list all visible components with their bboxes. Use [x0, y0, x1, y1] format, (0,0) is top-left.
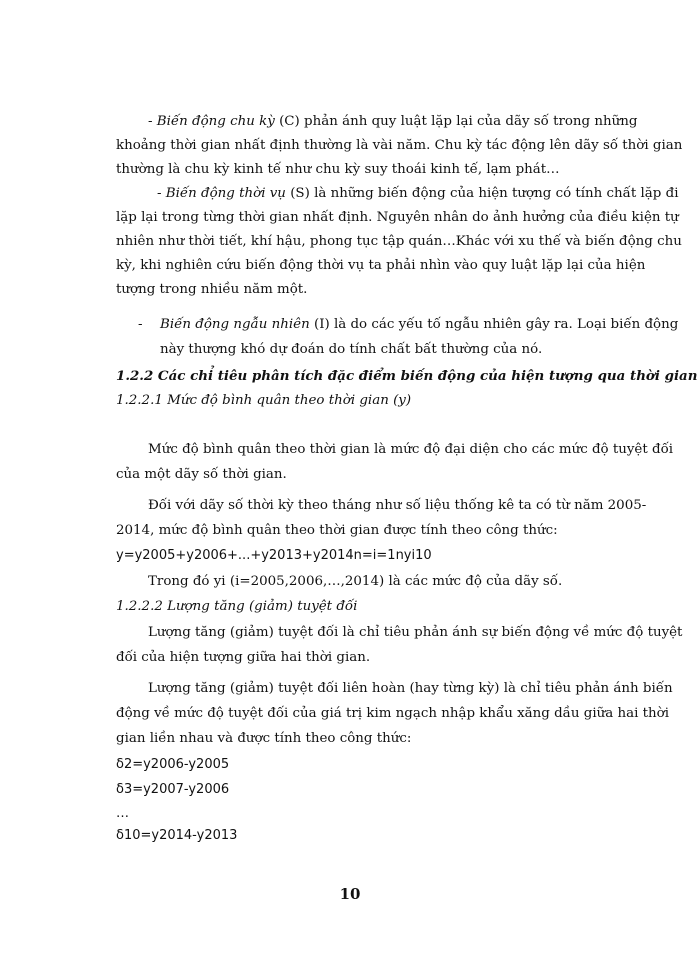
random-dash: - [138, 317, 143, 332]
chain-line-1: Lượng tăng (giảm) tuyệt đối liên hoàn (hay từng kỳ) là chỉ tiêu phản ánh biến [148, 681, 673, 696]
formula-delta-10: δ10=y2014-y2013 [116, 828, 238, 843]
season-line-5: tượng trong nhiều năm một. [116, 282, 308, 297]
heading-1-2-2-2: 1.2.2.2 Lượng tăng (giảm) tuyệt đối [116, 599, 358, 614]
term-season: Biến động thời vụ [165, 186, 286, 201]
formula-note: Trong đó yi (i=2005,2006,…,2014) là các mức độ của dãy số. [148, 574, 563, 589]
delta-line-1: Lượng tăng (giảm) tuyệt đối là chỉ tiêu phản ánh sự biến động về mức độ tuyệt [148, 625, 683, 640]
cycle-line-2: khoảng thời gian nhất định thường là vài năm. Chu kỳ tác động lên dãy số thời gian [116, 138, 683, 153]
mean-line-2: của một dãy số thời gian. [116, 467, 287, 482]
season-line-2: lặp lại trong từng thời gian nhất định. Nguyên nhân do ảnh hưởng của điều kiện tự [116, 210, 679, 225]
page-number: 10 [339, 885, 361, 903]
cycle-text: (C) phản ánh quy luật lặp lại của dãy số trong những [279, 114, 638, 129]
mean-line-1: Mức độ bình quân theo thời gian là mức độ đại diện cho các mức độ tuyệt đối [148, 442, 674, 457]
season-text: (S) là những biến động của hiện tượng có tính chất lặp đi [290, 186, 679, 201]
random-line-1 [160, 316, 678, 334]
formula-mean: y=y2005+y2006+...+y2013+y2014n=i=1nyi10 [116, 548, 432, 563]
formula-ellipsis: … [116, 806, 129, 821]
chain-line-2: động về mức độ tuyệt đối của giá trị kim ngạch nhập khẩu xăng dầu giữa hai thời [116, 706, 669, 721]
delta-line-2: đối của hiện tượng giữa hai thời gian. [116, 650, 371, 665]
cycle-line-1 [148, 113, 637, 131]
dash: - [148, 114, 153, 129]
season-line-4: kỳ, khi nghiên cứu biến động thời vụ ta phải nhìn vào quy luật lặp lại của hiện [116, 258, 646, 273]
monthly-line-2: 2014, mức độ bình quân theo thời gian được tính theo công thức: [116, 523, 558, 538]
dash: - [157, 186, 162, 201]
random-line-2: này thượng khó dự đoán do tính chất bất thường của nó. [160, 342, 543, 357]
chain-line-3: gian liền nhau và được tính theo công thức: [116, 731, 412, 746]
heading-1-2-2: 1.2.2 Các chỉ tiêu phân tích đặc điểm biến động của hiện tượng qua thời gian [116, 368, 698, 384]
formula-delta-3: δ3=y2007-y2006 [116, 782, 230, 797]
random-text: (I) là do các yếu tố ngẫu nhiên gây ra. Loại biến động [313, 317, 679, 332]
term-random: Biến động ngẫu nhiên [160, 317, 310, 332]
term-cycle: Biến động chu kỳ [156, 114, 275, 129]
season-line-1 [157, 185, 678, 203]
monthly-line-1: Đối với dãy số thời kỳ theo tháng như số liệu thống kê ta có từ năm 2005- [148, 498, 647, 513]
cycle-line-3: thường là chu kỳ kinh tế như chu kỳ suy thoái kinh tế, lạm phát… [116, 162, 560, 177]
formula-delta-2: δ2=y2006-y2005 [116, 757, 230, 772]
season-line-3: nhiên như thời tiết, khí hậu, phong tục tập quán…Khác với xu thế và biến động chu [116, 234, 682, 249]
heading-1-2-2-1: 1.2.2.1 Mức độ bình quân theo thời gian (y) [116, 393, 412, 408]
